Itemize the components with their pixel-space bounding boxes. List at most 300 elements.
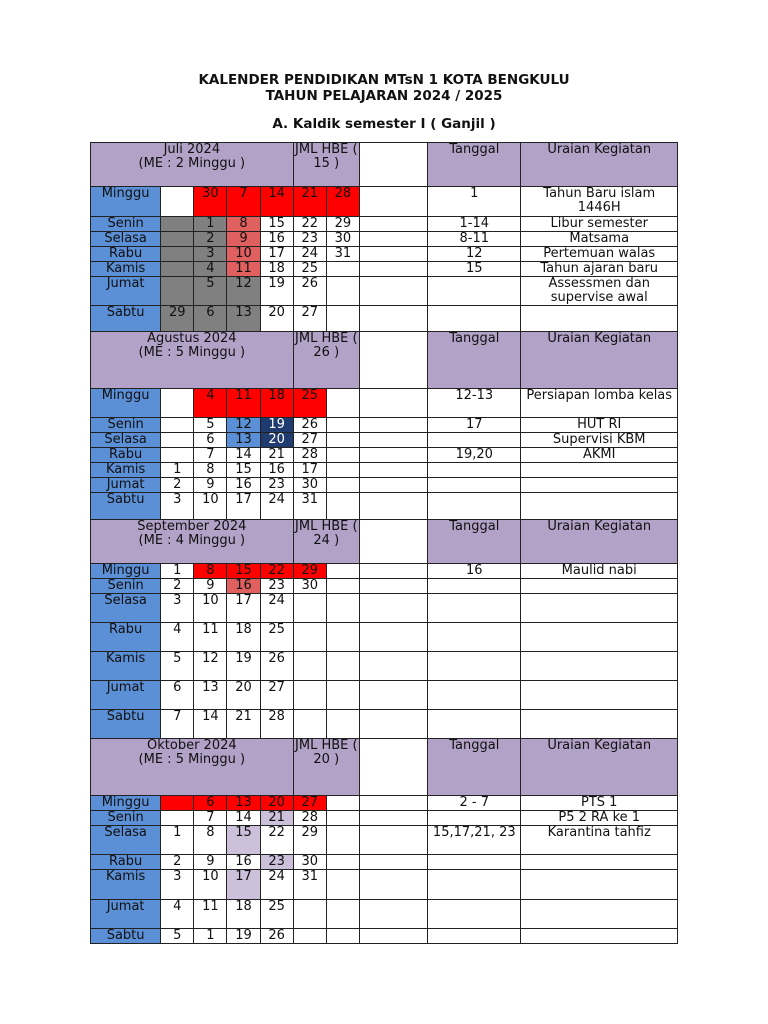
date-cell: 17 <box>227 870 260 900</box>
date-cell: 25 <box>293 262 326 277</box>
day-row <box>91 710 678 739</box>
jml-cell <box>359 262 427 277</box>
jml-cell <box>359 811 427 826</box>
date-cell: 24 <box>260 594 293 623</box>
date-cell <box>326 463 359 478</box>
jml-cell <box>359 929 427 944</box>
jml-cell <box>359 681 427 710</box>
date-cell: 29 <box>293 826 326 855</box>
date-cell: 30 <box>293 579 326 594</box>
date-cell: 1 <box>194 217 227 232</box>
date-cell: 24 <box>293 247 326 262</box>
date-cell: 12 <box>227 277 260 306</box>
jml-hbe-header: JML HBE ( 24 ) <box>293 520 359 564</box>
date-cell: 4 <box>194 389 227 418</box>
day-name: Jumat <box>91 900 161 929</box>
day-row <box>91 623 678 652</box>
uraian-value: Karantina tahfiz <box>521 826 678 855</box>
jml-cell <box>359 493 427 522</box>
tanggal-value: 2 - 7 <box>428 796 521 811</box>
day-name: Senin <box>91 579 161 594</box>
date-cell <box>326 929 359 944</box>
date-cell <box>293 594 326 623</box>
date-cell: 11 <box>227 262 260 277</box>
month-table-oktober <box>90 738 678 944</box>
date-cell: 20 <box>260 796 293 811</box>
tanggal-value: 16 <box>428 564 521 579</box>
day-name: Rabu <box>91 448 161 463</box>
date-cell <box>326 811 359 826</box>
date-cell: 15 <box>227 463 260 478</box>
uraian-value: P5 2 RA ke 1 <box>521 811 678 826</box>
uraian-value <box>521 478 678 493</box>
date-cell: 1 <box>161 463 194 478</box>
day-row <box>91 564 678 579</box>
tanggal-value <box>428 277 521 306</box>
uraian-value: Libur semester <box>521 217 678 232</box>
date-cell: 18 <box>227 900 260 929</box>
date-cell: 27 <box>293 796 326 811</box>
day-name: Jumat <box>91 681 161 710</box>
date-cell: 29 <box>293 564 326 579</box>
date-cell: 15 <box>227 826 260 855</box>
tanggal-value <box>428 929 521 944</box>
date-cell: 11 <box>194 623 227 652</box>
date-cell <box>326 870 359 900</box>
tanggal-header: Tanggal <box>428 520 521 564</box>
date-cell <box>326 493 359 522</box>
uraian-value: Persiapan lomba kelas <box>521 389 678 418</box>
day-row <box>91 448 678 463</box>
day-row <box>91 418 678 433</box>
tanggal-header: Tanggal <box>428 739 521 796</box>
day-name: Kamis <box>91 262 161 277</box>
day-row <box>91 929 678 944</box>
uraian-value <box>521 579 678 594</box>
date-cell <box>326 478 359 493</box>
month-header-row <box>91 739 678 796</box>
month-title-cell <box>91 739 294 796</box>
uraian-value <box>521 929 678 944</box>
date-cell <box>161 796 194 811</box>
jml-cell <box>359 564 427 579</box>
date-cell: 6 <box>194 796 227 811</box>
month-subtitle: (ME : 2 Minggu ) <box>138 156 246 171</box>
day-row <box>91 594 678 623</box>
month-subtitle: (ME : 5 Minggu ) <box>138 345 246 360</box>
day-row <box>91 811 678 826</box>
date-cell: 12 <box>194 652 227 681</box>
tanggal-value <box>428 652 521 681</box>
day-row <box>91 493 678 522</box>
date-cell <box>161 247 194 262</box>
day-row <box>91 855 678 870</box>
date-cell: 18 <box>260 389 293 418</box>
day-row <box>91 900 678 929</box>
date-cell: 5 <box>161 929 194 944</box>
date-cell <box>326 710 359 739</box>
date-cell: 8 <box>194 826 227 855</box>
date-cell: 5 <box>161 652 194 681</box>
uraian-value <box>521 594 678 623</box>
date-cell: 17 <box>227 594 260 623</box>
day-name: Rabu <box>91 247 161 262</box>
date-cell: 2 <box>161 579 194 594</box>
date-cell: 26 <box>260 652 293 681</box>
date-cell: 14 <box>227 811 260 826</box>
jml-hbe-value <box>359 332 427 389</box>
date-cell: 8 <box>194 564 227 579</box>
date-cell: 3 <box>161 594 194 623</box>
day-name: Kamis <box>91 870 161 900</box>
jml-hbe-value <box>359 520 427 564</box>
document-title: KALENDER PENDIDIKAN MTsN 1 KOTA BENGKULU <box>198 72 570 88</box>
jml-hbe-header: JML HBE ( 26 ) <box>293 332 359 389</box>
jml-hbe-value <box>359 739 427 796</box>
date-cell: 10 <box>194 594 227 623</box>
uraian-value <box>521 855 678 870</box>
jml-cell <box>359 277 427 306</box>
date-cell: 28 <box>326 187 359 217</box>
jml-cell <box>359 579 427 594</box>
day-name: Minggu <box>91 796 161 811</box>
jml-hbe-header: JML HBE ( 15 ) <box>293 143 359 187</box>
month-title-cell <box>91 332 294 389</box>
date-cell: 6 <box>194 433 227 448</box>
month-subtitle: (ME : 4 Minggu ) <box>138 533 246 548</box>
jml-hbe-header: JML HBE ( 20 ) <box>293 739 359 796</box>
date-cell: 7 <box>194 811 227 826</box>
date-cell: 31 <box>293 870 326 900</box>
tanggal-value: 12-13 <box>428 389 521 418</box>
day-row <box>91 681 678 710</box>
day-row <box>91 277 678 306</box>
jml-cell <box>359 187 427 217</box>
date-cell <box>161 277 194 306</box>
date-cell: 8 <box>194 463 227 478</box>
month-title: Juli 2024 <box>163 142 221 157</box>
day-name: Selasa <box>91 433 161 448</box>
month-header-row <box>91 520 678 564</box>
date-cell <box>161 433 194 448</box>
tanggal-value: 19,20 <box>428 448 521 463</box>
date-cell: 10 <box>194 493 227 522</box>
date-cell: 13 <box>227 433 260 448</box>
date-cell: 24 <box>260 493 293 522</box>
date-cell: 28 <box>260 710 293 739</box>
date-cell <box>293 652 326 681</box>
date-cell: 15 <box>227 564 260 579</box>
date-cell: 31 <box>293 493 326 522</box>
jml-cell <box>359 247 427 262</box>
date-cell <box>326 681 359 710</box>
day-name: Selasa <box>91 232 161 247</box>
uraian-value <box>521 710 678 739</box>
date-cell: 21 <box>293 187 326 217</box>
day-row <box>91 478 678 493</box>
uraian-value: Supervisi KBM <box>521 433 678 448</box>
jml-cell <box>359 478 427 493</box>
day-name: Jumat <box>91 478 161 493</box>
day-row <box>91 870 678 900</box>
day-name: Minggu <box>91 187 161 217</box>
date-cell: 25 <box>260 623 293 652</box>
date-cell: 14 <box>260 187 293 217</box>
date-cell: 30 <box>293 478 326 493</box>
date-cell <box>161 187 194 217</box>
day-row <box>91 247 678 262</box>
day-name: Rabu <box>91 623 161 652</box>
date-cell: 14 <box>194 710 227 739</box>
tanggal-value: 1-14 <box>428 217 521 232</box>
month-title-cell <box>91 143 294 187</box>
tanggal-value <box>428 433 521 448</box>
date-cell: 11 <box>194 900 227 929</box>
uraian-value <box>521 463 678 478</box>
date-cell <box>293 681 326 710</box>
uraian-header: Uraian Kegiatan <box>521 520 678 564</box>
date-cell: 28 <box>293 811 326 826</box>
tanggal-value <box>428 870 521 900</box>
date-cell: 27 <box>293 433 326 448</box>
date-cell: 8 <box>227 217 260 232</box>
day-name: Kamis <box>91 652 161 681</box>
date-cell: 19 <box>227 929 260 944</box>
day-name: Sabtu <box>91 710 161 739</box>
day-name: Sabtu <box>91 929 161 944</box>
date-cell: 26 <box>293 418 326 433</box>
date-cell: 2 <box>161 478 194 493</box>
jml-cell <box>359 418 427 433</box>
day-row <box>91 262 678 277</box>
tanggal-value <box>428 594 521 623</box>
date-cell: 1 <box>161 826 194 855</box>
date-cell: 4 <box>194 262 227 277</box>
date-cell <box>161 262 194 277</box>
uraian-value <box>521 681 678 710</box>
date-cell: 13 <box>194 681 227 710</box>
date-cell: 14 <box>227 448 260 463</box>
day-name: Sabtu <box>91 493 161 522</box>
day-row <box>91 217 678 232</box>
date-cell: 17 <box>293 463 326 478</box>
date-cell: 6 <box>161 681 194 710</box>
day-name: Minggu <box>91 389 161 418</box>
date-cell: 6 <box>194 306 227 336</box>
date-cell: 9 <box>194 855 227 870</box>
date-cell: 17 <box>260 247 293 262</box>
date-cell <box>161 217 194 232</box>
date-cell: 23 <box>260 855 293 870</box>
date-cell <box>161 811 194 826</box>
date-cell: 10 <box>227 247 260 262</box>
date-cell <box>326 564 359 579</box>
day-name: Kamis <box>91 463 161 478</box>
date-cell <box>326 262 359 277</box>
date-cell: 30 <box>194 187 227 217</box>
date-cell <box>326 855 359 870</box>
jml-cell <box>359 448 427 463</box>
uraian-header: Uraian Kegiatan <box>521 739 678 796</box>
day-row <box>91 796 678 811</box>
date-cell: 27 <box>293 306 326 336</box>
tanggal-value <box>428 681 521 710</box>
date-cell <box>161 448 194 463</box>
jml-cell <box>359 826 427 855</box>
jml-cell <box>359 389 427 418</box>
date-cell: 20 <box>260 306 293 336</box>
uraian-value <box>521 652 678 681</box>
date-cell: 19 <box>260 418 293 433</box>
date-cell <box>326 826 359 855</box>
date-cell <box>161 389 194 418</box>
date-cell: 23 <box>260 478 293 493</box>
date-cell: 25 <box>260 900 293 929</box>
jml-cell <box>359 433 427 448</box>
jml-cell <box>359 710 427 739</box>
day-name: Senin <box>91 811 161 826</box>
date-cell: 7 <box>227 187 260 217</box>
date-cell: 3 <box>161 493 194 522</box>
month-title: Agustus 2024 <box>147 331 237 346</box>
day-name: Senin <box>91 217 161 232</box>
day-row <box>91 433 678 448</box>
date-cell <box>326 433 359 448</box>
month-title: Oktober 2024 <box>147 738 237 753</box>
date-cell: 16 <box>260 463 293 478</box>
date-cell <box>326 277 359 306</box>
jml-cell <box>359 652 427 681</box>
date-cell: 30 <box>293 855 326 870</box>
date-cell: 5 <box>194 277 227 306</box>
date-cell: 21 <box>260 811 293 826</box>
day-row <box>91 579 678 594</box>
tanggal-value <box>428 463 521 478</box>
date-cell: 9 <box>194 478 227 493</box>
day-name: Selasa <box>91 826 161 855</box>
tanggal-value <box>428 478 521 493</box>
date-cell: 3 <box>194 247 227 262</box>
date-cell: 7 <box>194 448 227 463</box>
date-cell: 19 <box>227 652 260 681</box>
date-cell: 24 <box>260 870 293 900</box>
month-title: September 2024 <box>137 519 247 534</box>
jml-cell <box>359 870 427 900</box>
date-cell: 21 <box>227 710 260 739</box>
tanggal-value <box>428 623 521 652</box>
section-title: A. Kaldik semester I ( Ganjil ) <box>272 116 496 132</box>
date-cell: 16 <box>227 579 260 594</box>
date-cell: 1 <box>194 929 227 944</box>
uraian-header: Uraian Kegiatan <box>521 332 678 389</box>
day-name: Senin <box>91 418 161 433</box>
tanggal-value <box>428 579 521 594</box>
date-cell: 28 <box>293 448 326 463</box>
tanggal-value <box>428 710 521 739</box>
date-cell: 25 <box>293 389 326 418</box>
jml-cell <box>359 217 427 232</box>
tanggal-value: 17 <box>428 418 521 433</box>
jml-cell <box>359 232 427 247</box>
date-cell: 30 <box>326 232 359 247</box>
date-cell: 4 <box>161 623 194 652</box>
jml-cell <box>359 463 427 478</box>
date-cell: 27 <box>260 681 293 710</box>
date-cell: 26 <box>293 277 326 306</box>
month-table-agustus <box>90 331 678 522</box>
jml-cell <box>359 855 427 870</box>
month-table-juli <box>90 142 678 336</box>
date-cell <box>293 623 326 652</box>
date-cell: 9 <box>194 579 227 594</box>
uraian-value: AKMI <box>521 448 678 463</box>
date-cell: 4 <box>161 900 194 929</box>
uraian-value <box>521 493 678 522</box>
day-row <box>91 463 678 478</box>
day-name: Selasa <box>91 594 161 623</box>
tanggal-value <box>428 855 521 870</box>
day-row <box>91 389 678 418</box>
day-name: Jumat <box>91 277 161 306</box>
day-row <box>91 232 678 247</box>
tanggal-value: 15,17,21, 23 <box>428 826 521 855</box>
date-cell <box>326 389 359 418</box>
date-cell: 22 <box>293 217 326 232</box>
date-cell: 16 <box>227 478 260 493</box>
date-cell: 5 <box>194 418 227 433</box>
tanggal-value <box>428 900 521 929</box>
date-cell: 18 <box>260 262 293 277</box>
date-cell: 31 <box>326 247 359 262</box>
date-cell: 16 <box>260 232 293 247</box>
date-cell: 9 <box>227 232 260 247</box>
uraian-value: Tahun ajaran baru <box>521 262 678 277</box>
month-table-september <box>90 519 678 739</box>
date-cell <box>326 900 359 929</box>
date-cell: 18 <box>227 623 260 652</box>
date-cell <box>161 418 194 433</box>
date-cell: 3 <box>161 870 194 900</box>
jml-cell <box>359 796 427 811</box>
date-cell <box>326 418 359 433</box>
uraian-value <box>521 900 678 929</box>
day-row <box>91 652 678 681</box>
day-name: Minggu <box>91 564 161 579</box>
date-cell: 22 <box>260 564 293 579</box>
date-cell: 26 <box>260 929 293 944</box>
uraian-value <box>521 870 678 900</box>
date-cell: 23 <box>260 579 293 594</box>
date-cell: 2 <box>194 232 227 247</box>
date-cell: 13 <box>227 796 260 811</box>
uraian-value <box>521 623 678 652</box>
date-cell <box>326 623 359 652</box>
day-name: Rabu <box>91 855 161 870</box>
jml-cell <box>359 594 427 623</box>
tanggal-value <box>428 811 521 826</box>
date-cell: 23 <box>293 232 326 247</box>
uraian-value: Maulid nabi <box>521 564 678 579</box>
date-cell: 29 <box>161 306 194 336</box>
jml-hbe-value <box>359 143 427 187</box>
date-cell <box>326 579 359 594</box>
date-cell: 20 <box>227 681 260 710</box>
tanggal-header: Tanggal <box>428 332 521 389</box>
date-cell: 10 <box>194 870 227 900</box>
day-name: Sabtu <box>91 306 161 336</box>
tanggal-header: Tanggal <box>428 143 521 187</box>
date-cell: 22 <box>260 826 293 855</box>
